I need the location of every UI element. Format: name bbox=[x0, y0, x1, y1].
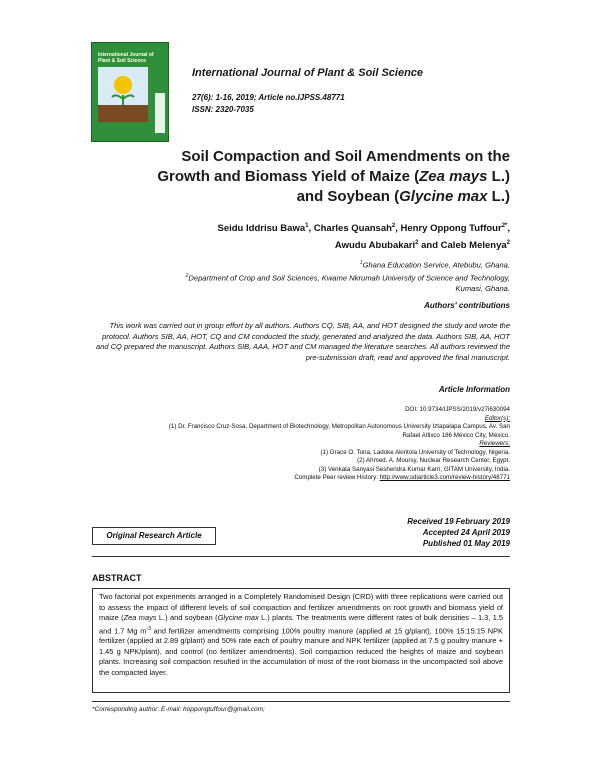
review-history: Complete Peer review History: http://www.sdiarticle3.com/review-history/48771 bbox=[294, 474, 510, 481]
contributions-text: This work was carried out in group effort by all authors. Authors CQ, SIB, AA, and HOT designed the study and wrote the protocol. Authors SIB, AA, HOT, CQ and CM conducted the study, generated and analyzed the data. Authors SIB, AA, HOT and CQ prepared the manuscript. Authors SIB, AAA, HOT and CM managed the literature searches. All authors reviewed the pre-submission draft, read and approved the final manuscript. bbox=[96, 321, 510, 362]
article-type-badge: Original Research Article bbox=[92, 527, 216, 545]
author-name: Henry Oppong Tuffour bbox=[400, 223, 502, 235]
journal-citation: 27(6): 1-16, 2019; Article no.IJPSS.48771 bbox=[192, 93, 345, 102]
accepted-date: Accepted 24 April 2019 bbox=[422, 528, 510, 537]
author-name: Awudu Abubakari bbox=[334, 240, 416, 252]
editor-cont: Rafael Atlixco 186 México City, México. bbox=[402, 431, 510, 439]
journal-name: International Journal of Plant & Soil Science bbox=[192, 67, 424, 79]
author-name: Caleb Melenya bbox=[440, 240, 507, 252]
abstract-heading: ABSTRACT bbox=[92, 573, 142, 583]
published-date: Published 01 May 2019 bbox=[422, 539, 510, 548]
footnote-divider bbox=[92, 701, 510, 702]
reviewer: (2) Ahmed. A. Moursy, Nuclear Research Center, Egypt. bbox=[357, 457, 510, 464]
article-info bbox=[92, 406, 510, 483]
cover-illustration bbox=[98, 67, 148, 122]
affiliations: $^1$Ghana Education Service, Atebubu, Ghana. $^2$Department of Crop and Soil Sciences, Kwame Nkrumah University of Science and Technology, Kumasi, Ghana. bbox=[185, 260, 510, 294]
abstract-text: Two factorial pot experiments arranged in a Completely Randomised Design (CRD) with three replications were carried out to assess the impact of different levels of soil compaction and fertilizer amendments on root growth and biomass yield of maize (Zea mays L.) and soybean (Glycine max L.) plants. The treatments were different rates of bulk densities – 1.3, 1.5 and 1.7 Mg $m^{-3}$ and fertilizer amendments comprising 100% poultry manure (applied at 15 g/plant), 100% 15:15:15 NPK fertilizer (applied at 2.89 g/plant) and 50% rate each of poultry manure and NPK fertilizer (applied at 7.5 g poultry manure + 1.45 g NPK/plant), and control (no fertilizer amendments). Soil compaction reduced the heights of maize and soybean plants. Increasing soil compaction resulted in the accumulation of most of the root biomass in the uncompacted soil above the compacted layer. bbox=[92, 588, 510, 693]
editor: (1) Dr. Francisco Cruz-Sosa, Department of Biotechnology, Metropolitan Autonomous University Iztapalapa Campus, Av. San bbox=[168, 423, 510, 430]
editors-label: Editor(s): bbox=[484, 414, 510, 422]
divider bbox=[92, 556, 510, 557]
reviewers-label: Reviewers: bbox=[479, 440, 510, 447]
review-history-link[interactable]: http://www.sdiarticle3.com/review-history/48771 bbox=[379, 474, 510, 481]
doi: DOI: 10.9734/IJPSS/2019/v27i630094 bbox=[405, 406, 510, 413]
cover-title: International Journal of Plant & Soil Science bbox=[98, 52, 154, 64]
reviewer: (3) Venkata Sanyasi Seshendra Kumar Karri, GITAM University, India. bbox=[318, 465, 510, 473]
reviewer: (1) Grace O. Tona, Ladoke Akintola University of Technology, Nigeria. bbox=[320, 448, 510, 456]
plant-sun-icon bbox=[98, 67, 148, 122]
author-list: Seidu Iddrisu Bawa$^1$, Charles Quansah$^2$, Henry Oppong Tuffour$^{2*}$, Awudu Abubakari$^2$ and Caleb Melenya$^2$ bbox=[217, 223, 510, 252]
article-info-heading: Article Information bbox=[438, 385, 510, 394]
received-date: Received 19 February 2019 bbox=[407, 517, 510, 526]
author-name: Seidu Iddrisu Bawa bbox=[217, 223, 306, 235]
cover-side-panel bbox=[155, 93, 165, 133]
corresponding-author-note: *Corresponding author: E-mail: hoppongtuffour@gmail.com; bbox=[92, 706, 265, 713]
journal-cover-image bbox=[91, 42, 169, 142]
author-name: Charles Quansah bbox=[313, 223, 392, 235]
journal-issn: ISSN: 2320-7035 bbox=[192, 105, 254, 114]
article-title: Soil Compaction and Soil Amendments on the Growth and Biomass Yield of Maize (Zea mays L.) and Soybean (Glycine max L.) bbox=[157, 148, 510, 205]
publication-dates bbox=[300, 516, 510, 549]
contributions-heading: Authors' contributions bbox=[424, 301, 510, 310]
